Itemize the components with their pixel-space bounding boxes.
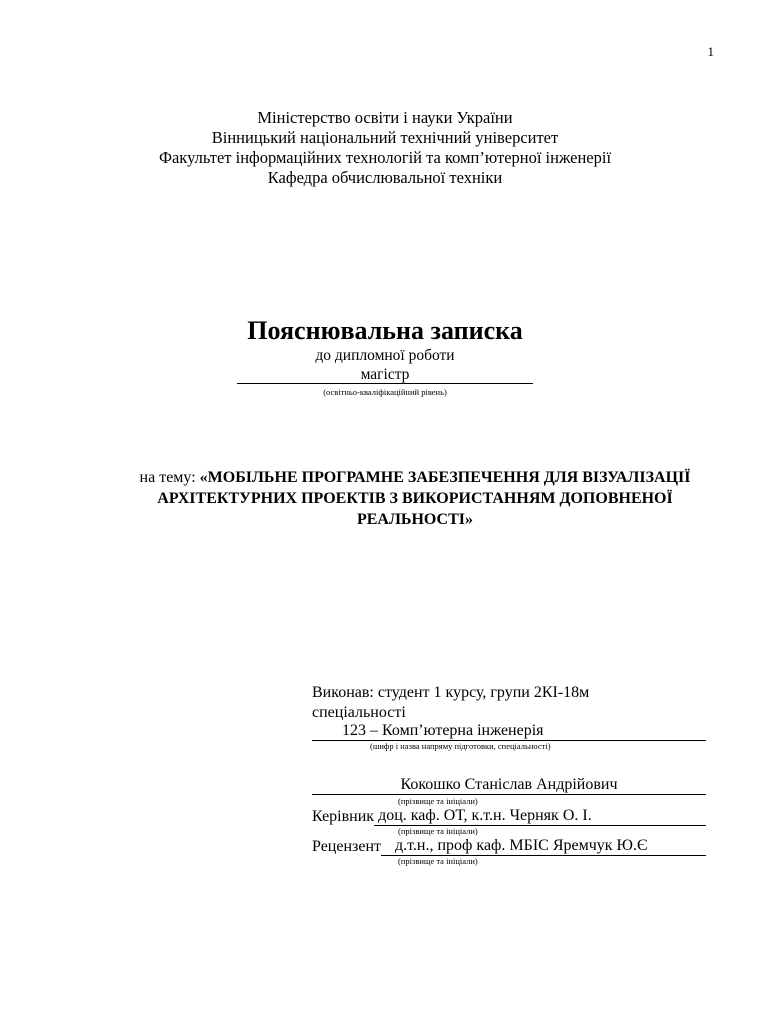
speciality-label: спеціальності xyxy=(312,704,406,721)
faculty: Факультет інформаційних технологій та комп’ютерної інженерії xyxy=(158,148,612,167)
reviewer-row xyxy=(312,836,706,856)
reviewer-value: д.т.н., проф каф. МБІС Яремчук Ю.Є xyxy=(381,837,706,856)
supervisor-row xyxy=(312,806,706,826)
thesis-topic xyxy=(120,467,710,530)
supervisor-label: Керівник xyxy=(312,808,375,825)
ministry: Міністерство освіти і науки України xyxy=(257,108,513,127)
page-number: 1 xyxy=(707,44,714,59)
author-name: Кокошко Станіслав Андрійович xyxy=(400,776,618,793)
document-title: Пояснювальна записка xyxy=(247,316,523,345)
university: Вінницький національний технічний університет xyxy=(211,128,559,147)
speciality-field xyxy=(312,722,706,741)
reviewer-label: Рецензент xyxy=(312,838,381,855)
topic-text: «МОБІЛЬНЕ ПРОГРАМНЕ ЗАБЕЗПЕЧЕННЯ ДЛЯ ВІЗУАЛІЗАЦІЇ АРХІТЕКТУРНИХ ПРОЕКТІВ З ВИКОРИСТАННЯМ ДОПОВНЕНОЇ РЕАЛЬНОСТІ» xyxy=(157,469,691,528)
department: Кафедра обчислювальної техніки xyxy=(267,168,503,187)
author-name-field xyxy=(312,776,706,795)
qualification-level-note: (освітньо-кваліфікаційний рівень) xyxy=(323,387,447,397)
speciality-value: 123 – Комп’ютерна інженерія xyxy=(342,722,544,739)
author-line: Виконав: студент 1 курсу, групи 2КІ-18м xyxy=(312,684,590,701)
qualification-level-value: магістр xyxy=(237,366,533,384)
topic-prefix: на тему: xyxy=(139,469,200,486)
supervisor-note: (прізвище та ініціали) xyxy=(398,826,478,836)
author-name-note: (прізвище та ініціали) xyxy=(398,796,478,806)
supervisor-value: доц. каф. ОТ, к.т.н. Черняк О. І. xyxy=(374,807,706,826)
document-subtitle: до дипломної роботи xyxy=(315,347,455,364)
speciality-note: (шифр і назва напряму підготовки, спеціальності) xyxy=(370,741,551,751)
qualification-level xyxy=(0,366,770,384)
reviewer-note: (прізвище та ініціали) xyxy=(398,856,478,866)
